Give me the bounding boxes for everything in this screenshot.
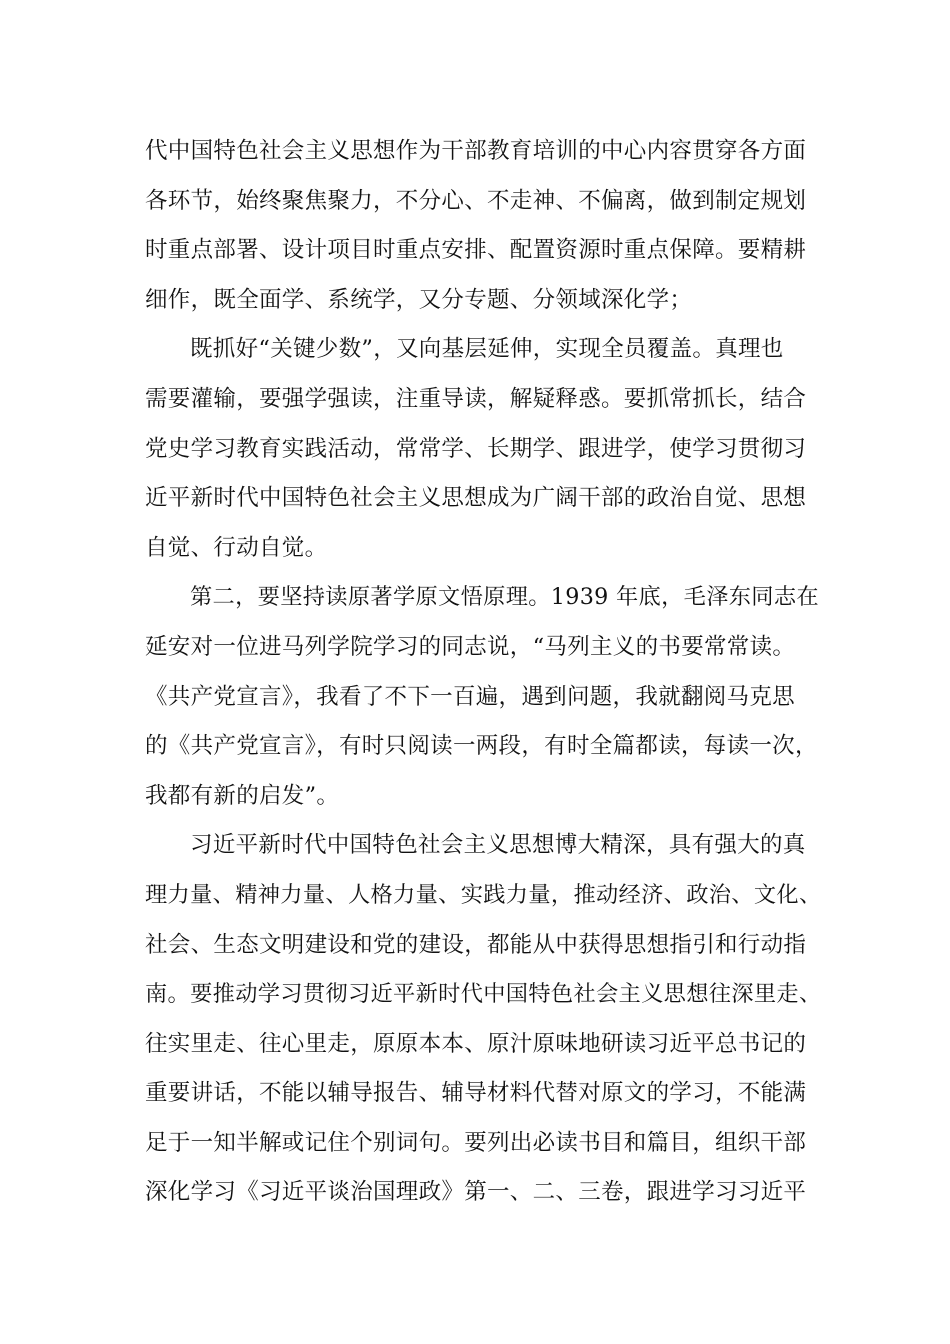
- text-line: 需要灌输，要强学强读，注重导读，解疑释惑。要抓常抓长，结合: [145, 385, 807, 412]
- text-line: 各环节，始终聚焦聚力，不分心、不走神、不偏离，做到制定规划: [145, 187, 807, 214]
- text-line: 往实里走、往心里走，原原本本、原汁原味地研读习近平总书记的: [145, 1030, 807, 1057]
- paragraph-first-line: 既抓好“关键少数”，又向基层延伸，实现全员覆盖。真理也: [190, 336, 784, 363]
- text-line: 党史学习教育实践活动，常常学、长期学、跟进学，使学习贯彻习: [145, 435, 807, 462]
- text-line: 延安对一位进马列学院学习的同志说，“马列主义的书要常常读。: [145, 633, 796, 660]
- text-line: 理力量、精神力量、人格力量、实践力量，推动经济、政治、文化、: [145, 881, 822, 908]
- text-line: 自觉、行动自觉。: [145, 534, 328, 561]
- text-line: 南。要推动学习贯彻习近平新时代中国特色社会主义思想往深里走、: [145, 981, 822, 1008]
- text-line: 深化学习《习近平谈治国理政》第一、二、三卷，跟进学习习近平: [145, 1179, 807, 1206]
- text-line: 代中国特色社会主义思想作为干部教育培训的中心内容贯穿各方面: [145, 138, 807, 164]
- paragraph-first-line: 第二，要坚持读原著学原文悟原理。1939 年底，毛泽东同志在: [190, 584, 819, 611]
- text-line: 的《共产党宣言》，有时只阅读一两段，有时全篇都读，每读一次，: [145, 733, 818, 760]
- document-body: [145, 127, 825, 1218]
- text-line: 重要讲话，不能以辅导报告、辅导材料代替对原文的学习，不能满: [145, 1080, 807, 1107]
- text-line: 我都有新的启发”。: [145, 782, 340, 809]
- text-line: 细作，既全面学、系统学，又分专题、分领域深化学；: [145, 286, 693, 313]
- paragraph-first-line: 习近平新时代中国特色社会主义思想博大精深，具有强大的真: [190, 832, 806, 859]
- text-line: 时重点部署、设计项目时重点安排、配置资源时重点保障。要精耕: [145, 237, 807, 264]
- text-line: 《共产党宣言》，我看了不下一百遍，遇到问题，我就翻阅马克思: [145, 683, 795, 710]
- text-line: 近平新时代中国特色社会主义思想成为广阔干部的政治自觉、思想: [145, 485, 807, 512]
- text-line: 足于一知半解或记住个别词句。要列出必读书目和篇目，组织干部: [145, 1129, 807, 1156]
- text-line: 社会、生态文明建设和党的建设，都能从中获得思想指引和行动指: [145, 931, 807, 958]
